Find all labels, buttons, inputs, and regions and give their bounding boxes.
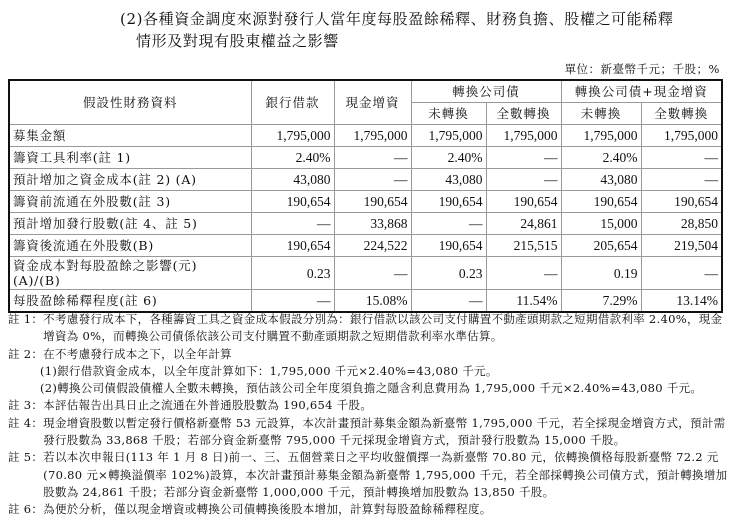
header-cb: 轉換公司債 xyxy=(411,80,561,103)
footnote-text: 不考慮發行成本下，各種籌資工具之資金成本假設分別為：銀行借款以該公司支付購置不動產頭期款之短期借款利率 2.40%，現金增資為 0%，而轉換公司債係依該公司支付購置不動產頭期款之短期借款利率水準估算。 xyxy=(43,312,723,344)
cell-value: 1,795,000 xyxy=(486,125,561,147)
cell-value: 190,654 xyxy=(411,191,486,213)
cell-value: 2.40% xyxy=(561,147,641,169)
table-row xyxy=(9,147,722,169)
cell-value: 43,080 xyxy=(251,169,334,191)
table-row xyxy=(9,169,722,191)
footnote-text: (2)轉換公司債假設債權人全數未轉換，預估該公司全年度須負擔之隱含利息費用為 1,795,000 千元×2.40%=43,080 千元。 xyxy=(40,381,703,396)
row-label: 資金成本對每股盈餘之影響(元) (A)/(B) xyxy=(9,257,251,290)
cell-value: 0.23 xyxy=(251,257,334,290)
table-row xyxy=(9,257,722,290)
cell-value: 1,795,000 xyxy=(334,125,411,147)
cell-value: 190,654 xyxy=(411,235,486,257)
cell-value: — xyxy=(486,257,561,290)
cell-value: 0.23 xyxy=(411,257,486,290)
header-cb-cash: 轉換公司債+現金增資 xyxy=(561,80,722,103)
footnote xyxy=(8,415,733,450)
header-label: 假設性財務資料 xyxy=(9,80,251,125)
cell-value: 11.54% xyxy=(486,290,561,313)
footnote xyxy=(8,311,733,346)
cell-value: 1,795,000 xyxy=(561,125,641,147)
cell-value: 24,861 xyxy=(486,213,561,235)
section-title-line2: 情形及對現有股東權益之影響 xyxy=(136,32,339,50)
table-row xyxy=(9,235,722,257)
table-row xyxy=(9,290,722,313)
cell-value: — xyxy=(411,290,486,313)
footnotes xyxy=(8,311,733,519)
footnote xyxy=(8,397,733,414)
cell-value: — xyxy=(334,257,411,290)
cell-value: — xyxy=(334,169,411,191)
cell-value: 43,080 xyxy=(561,169,641,191)
cell-value: 7.29% xyxy=(561,290,641,313)
row-label: 籌資後流通在外股數(B) xyxy=(9,235,251,257)
footnote-text: (1)銀行借款資金成本，以全年度計算如下：1,795,000 千元×2.40%=43,080 千元。 xyxy=(40,363,498,378)
subheader-cbcash-converted: 全數轉換 xyxy=(641,103,722,125)
cell-value: 13.14% xyxy=(641,290,722,313)
cell-value: 0.19 xyxy=(561,257,641,290)
footnote xyxy=(8,449,733,501)
cell-value: 190,654 xyxy=(251,191,334,213)
cell-value: 190,654 xyxy=(641,191,722,213)
footnote-key: 註 6： xyxy=(8,502,44,517)
cell-value: 205,654 xyxy=(561,235,641,257)
row-label: 預計增加發行股數(註 4、註 5) xyxy=(9,213,251,235)
cell-value: — xyxy=(641,147,722,169)
cell-value: 190,654 xyxy=(334,191,411,213)
section-title-line1: (2)各種資金調度來源對發行人當年度每股盈餘稀釋、財務負擔、股權之可能稀釋 xyxy=(120,10,674,28)
subheader-cbcash-unconverted: 未轉換 xyxy=(561,103,641,125)
header-bank: 銀行借款 xyxy=(251,80,334,125)
cell-value: 219,504 xyxy=(641,235,722,257)
row-label: 每股盈餘稀釋程度(註 6) xyxy=(9,290,251,313)
subheader-cb-unconverted: 未轉換 xyxy=(411,103,486,125)
cell-value: 2.40% xyxy=(411,147,486,169)
header-row xyxy=(9,80,722,103)
cell-value: 2.40% xyxy=(251,147,334,169)
footnote xyxy=(8,363,733,380)
subheader-cb-converted: 全數轉換 xyxy=(486,103,561,125)
footnote-key: 註 3： xyxy=(8,398,44,413)
cell-value: 1,795,000 xyxy=(641,125,722,147)
footnote-text: 若以本次申報日(113 年 1 月 8 日)前一、三、五個營業日之平均收盤價擇一為新臺幣 70.80 元，依轉換價格每股新臺幣 72.2 元(70.80 元×轉換溢價率 102%)設算，本次計畫預計募集金額為新臺幣 1,795,000 千元，若全部採轉換公司債方式，預計轉換增加股數為 24,861 千股；若部分資金新臺幣 1,000,000 千元，預計轉換增加股數為 13,850 千股。 xyxy=(43,450,728,499)
table-row xyxy=(9,213,722,235)
cell-value: — xyxy=(641,169,722,191)
cell-value: — xyxy=(251,290,334,313)
cell-value: — xyxy=(641,257,722,290)
cell-value: 1,795,000 xyxy=(411,125,486,147)
footnote-text: 在不考慮發行成本之下，以全年計算 xyxy=(43,346,232,361)
cell-value: 15.08% xyxy=(334,290,411,313)
footnote-text: 現金增資股數以暫定發行價格新臺幣 53 元設算，本次計畫預計募集金額為新臺幣 1,795,000 千元，若全採現金增資方式，預計需發行股數為 33,868 千股；若部分資金新臺幣 795,000 千元採現金增資方式，預計發行股數為 15,000 千股。 xyxy=(43,415,726,448)
row-label: 籌資前流通在外股數(註 3) xyxy=(9,191,251,213)
table-row xyxy=(9,191,722,213)
cell-value: 43,080 xyxy=(411,169,486,191)
footnote-key: 註 4： xyxy=(8,415,44,430)
footnote xyxy=(8,346,733,363)
footnote-text: 本評估報告出具日止之流通在外普通股股數為 190,654 千股。 xyxy=(43,398,373,413)
row-label: 預計增加之資金成本(註 2) (A) xyxy=(9,169,251,191)
cell-value: 28,850 xyxy=(641,213,722,235)
cell-value: — xyxy=(251,213,334,235)
cell-value: 190,654 xyxy=(486,191,561,213)
row-label: 籌資工具利率(註 1) xyxy=(9,147,251,169)
cell-value: 224,522 xyxy=(334,235,411,257)
footnote xyxy=(8,501,733,518)
cell-value: — xyxy=(486,169,561,191)
cell-value: — xyxy=(486,147,561,169)
row-label: 募集金額 xyxy=(9,125,251,147)
footnote xyxy=(8,380,733,397)
footnote-text: 為便於分析，僅以現金增資或轉換公司債轉換後股本增加，計算對每股盈餘稀釋程度。 xyxy=(43,502,492,517)
footnote-key: 註 2： xyxy=(8,346,44,361)
section-title xyxy=(120,8,673,52)
cell-value: 33,868 xyxy=(334,213,411,235)
footnote-key: 註 5： xyxy=(8,450,44,465)
dilution-table xyxy=(8,79,723,313)
cell-value: 190,654 xyxy=(561,191,641,213)
footnote-key: 註 1： xyxy=(8,312,44,326)
cell-value: — xyxy=(334,147,411,169)
cell-value: 190,654 xyxy=(251,235,334,257)
cell-value: 1,795,000 xyxy=(251,125,334,147)
cell-value: 15,000 xyxy=(561,213,641,235)
table-row xyxy=(9,125,722,147)
cell-value: — xyxy=(411,213,486,235)
header-cash: 現金增資 xyxy=(334,80,411,125)
cell-value: 215,515 xyxy=(486,235,561,257)
unit-label: 單位：新臺幣千元；千股；% xyxy=(564,62,720,76)
